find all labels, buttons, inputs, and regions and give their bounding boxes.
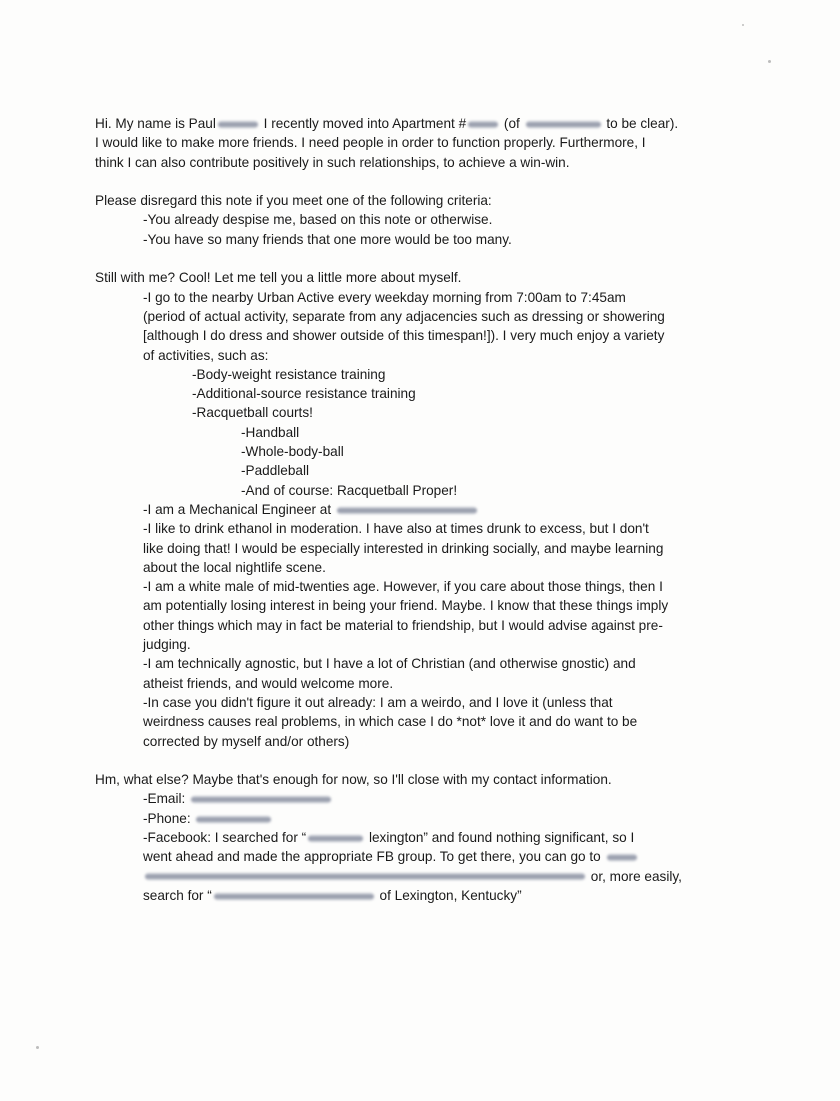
facebook-text: of Lexington, Kentucky” <box>375 887 522 903</box>
facebook-line <box>95 828 735 847</box>
intro-line-2: I would like to make more friends. I need people in order to function properly. Furthermore, I <box>95 135 646 151</box>
redacted-url-start <box>607 854 637 861</box>
demographic-line: -I am a white male of mid-twenties age. However, if you care about those things, then I <box>143 579 663 595</box>
redacted-name <box>308 835 363 842</box>
redacted-building <box>526 121 601 128</box>
facebook-text: or, more easily, <box>587 868 682 884</box>
religion-line: atheist friends, and would welcome more. <box>143 675 394 691</box>
facebook-text: lexington” and found nothing significant, so I <box>365 829 635 845</box>
redacted-url <box>145 873 585 880</box>
drink-line: like doing that! I would be especially interested in drinking socially, and maybe learning <box>143 540 664 556</box>
demographic-line: judging. <box>143 637 191 653</box>
intro-line-3: think I can also contribute positively in such relationships, to achieve a win-win. <box>95 154 570 170</box>
intro-text: to be clear). <box>602 116 679 131</box>
religion-line: -I am technically agnostic, but I have a lot of Christian (and otherwise gnostic) and <box>143 656 636 672</box>
email-label: -Email: <box>143 791 186 807</box>
intro-text: Hi. My name is Paul <box>95 116 216 131</box>
dust-speck <box>768 60 771 63</box>
gym-line: -I go to the nearby Urban Active every weekday morning from 7:00am to 7:45am <box>143 289 626 305</box>
redacted-employer <box>337 507 477 514</box>
redacted-apartment-number <box>468 121 498 128</box>
weirdo-line: -In case you didn't figure it out already: I am a weirdo, and I love it (unless that <box>143 694 613 710</box>
gym-line: (period of actual activity, separate from any adjacencies such as dressing or showering <box>143 308 665 324</box>
intro-text: (of <box>500 116 524 131</box>
facebook-line <box>95 886 735 905</box>
gym-line: of activities, such as: <box>143 347 269 363</box>
facebook-text: search for “ <box>143 887 212 903</box>
drink-line: -I like to drink ethanol in moderation. I have also at times drunk to excess, but I don't <box>143 521 649 537</box>
court-item: -Whole-body-ball <box>241 444 344 460</box>
redacted-phone <box>196 816 271 823</box>
facebook-line <box>95 867 735 886</box>
dust-speck <box>36 1046 39 1049</box>
about-heading: Still with me? Cool! Let me tell you a little more about myself. <box>95 270 462 286</box>
court-item: -Handball <box>241 424 300 440</box>
activity-item: -Racquetball courts! <box>192 405 313 421</box>
engineer-line <box>95 500 735 519</box>
disregard-heading: Please disregard this note if you meet one of the following criteria: <box>95 193 492 209</box>
redacted-email <box>191 796 331 803</box>
court-item: -Paddleball <box>241 463 310 479</box>
activity-item: -Additional-source resistance training <box>192 386 416 402</box>
phone-label: -Phone: <box>143 810 191 826</box>
weirdo-line: corrected by myself and/or others) <box>143 733 350 749</box>
phone-line <box>95 809 735 828</box>
dust-speck <box>742 24 744 26</box>
note-body <box>95 114 735 905</box>
drink-line: about the local nightlife scene. <box>143 559 326 575</box>
court-item: -And of course: Racquetball Proper! <box>241 482 458 498</box>
demographic-line: am potentially losing interest in being your friend. Maybe. I know that these things imply <box>143 598 669 614</box>
demographic-line: other things which may in fact be material to friendship, but I would advise against pre- <box>143 617 663 633</box>
redacted-surname <box>218 121 258 128</box>
facebook-text: went ahead and made the appropriate FB group. To get there, you can go to <box>143 849 601 865</box>
list-item: -You already despise me, based on this note or otherwise. <box>143 212 493 228</box>
gym-line: [although I do dress and shower outside of this timespan!]). I very much enjoy a variety <box>143 328 665 344</box>
intro-text: I recently moved into Apartment # <box>259 116 467 131</box>
weirdo-line: weirdness causes real problems, in which case I do *not* love it and do want to be <box>143 714 638 730</box>
list-item: -You have so many friends that one more would be too many. <box>143 231 512 247</box>
engineer-text: -I am a Mechanical Engineer at <box>143 501 332 517</box>
activity-item: -Body-weight resistance training <box>192 366 386 382</box>
facebook-line <box>95 847 735 866</box>
contact-heading: Hm, what else? Maybe that's enough for now, so I'll close with my contact information. <box>95 772 612 788</box>
email-line <box>95 789 735 808</box>
intro-line-1 <box>95 114 735 133</box>
facebook-text: -Facebook: I searched for “ <box>143 829 307 845</box>
redacted-group-name <box>214 893 374 900</box>
